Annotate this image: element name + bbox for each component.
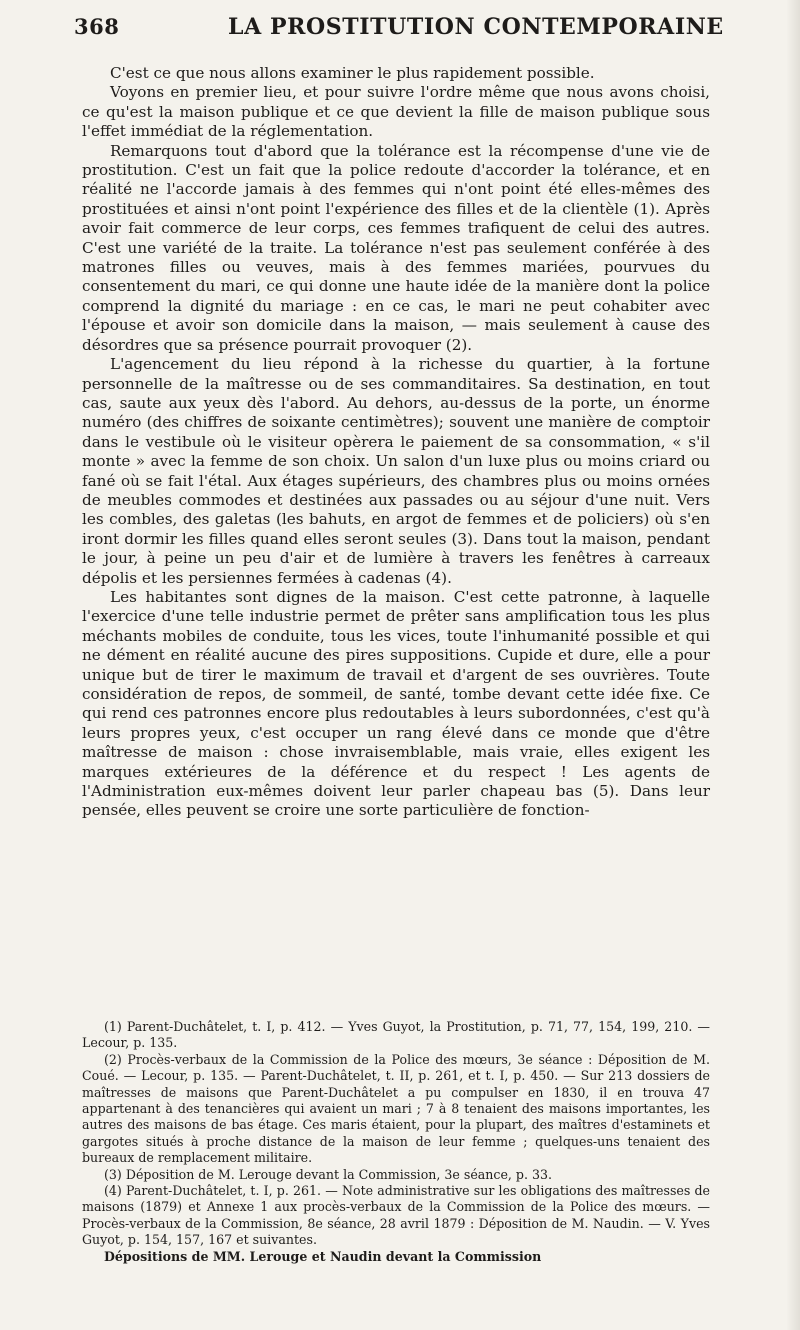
page-edge-shadow [786,0,800,1330]
running-title: LA PROSTITUTION CONTEMPORAINE [228,14,724,40]
paragraph: L'agencement du lieu répond à la richesse du quartier, à la fortune personnelle de la maîtresse ou de ses commanditaires. Sa destination, en tout cas, saute aux yeux dès l'abord. Au dehors, au-dessus de la porte, un énorme numéro (des chiffres de soixante centimètres); souvent une manière de comptoir dans le vestibule où le visiteur opèrera le paiement de sa consommation, « s'il monte » avec la femme de son choix. Un salon d'un luxe plus ou moins criard ou fané où se fait l'étal. Aux étages supérieurs, des chambres plus ou moins ornées de meubles commodes et destinées aux passades ou au séjour d'une nuit. Vers les combles, des galetas (les bahuts, en argot de femmes et de policiers) où s'en iront dormir les filles quand elles seront seules (3). Dans tout la maison, pendant le jour, à peine un peu d'air et de lumière à travers les fenêtres à carreaux dépolis et les persiennes fermées à cadenas (4). [82,355,710,587]
paragraph: Remarquons tout d'abord que la tolérance est la récompense d'une vie de prostitution. C'est un fait que la police redoute d'accorder la tolérance, et en réalité ne l'accorde jamais à des femmes qui n'ont point été elles-mêmes des prostituées et ainsi n'ont point l'expérience des filles et de la clientèle (1). Après avoir fait commerce de leur corps, ces femmes trafiquent de celui des autres. C'est une variété de la traite. La tolérance n'est pas seulement conférée à des matrones filles ou veuves, mais à des femmes mariées, pourvues du consentement du mari, ce qui donne une haute idée de la manière dont la police comprend la dignité du mariage : en ce cas, le mari ne peut cohabiter avec l'épouse et avoir son domicile dans la maison, — mais seulement à cause des désordres que sa présence pourrait provoquer (2). [82,141,710,354]
paragraph: Voyons en premier lieu, et pour suivre l'ordre même que nous avons choisi, ce qu'est la maison publique et ce que devient la fille de maison publique sous l'effet immédiat de la réglementation. [82,83,710,141]
body-text [82,64,710,821]
footnote: (3) Déposition de M. Lerouge devant la Commission, 3e séance, p. 33. [104,1166,553,1182]
paragraph: Les habitantes sont dignes de la maison. C'est cette patronne, à laquelle l'exercice d'une telle industrie permet de prêter sans amplification tous les plus méchants mobiles de conduite, tous les vices, toute l'inhumanité possible et qui ne dément en réalité aucune des pires suppositions. Cupide et dure, elle a pour unique but de tirer le maximum de travail et d'argent de ses ouvrières. Toute considération de repos, de sommeil, de santé, tombe devant cette idée fixe. Ce qui rend ces patronnes encore plus redoutables à leurs subordonnées, c'est qu'à leurs propres yeux, c'est occuper un rang élevé dans ce monde que d'être maîtresse de maison : chose invraisemblable, mais vraie, elles exigent les marques extérieures de la déférence et du respect ! Les agents de l'Administration eux-mêmes doivent leur parler chapeau bas (5). Dans leur pensée, elles peuvent se croire une sorte particulière de fonction- [82,587,710,820]
footnote: (2) Procès-verbaux de la Commission de la Police des mœurs, 3e séance : Déposition de M. Coué. — Lecour, p. 135. — Parent-Duchâtelet, t. II, p. 261, et t. I, p. 450. — Sur 213 dossiers de maîtresses de maisons que Parent-Duchâtelet a pu compulser en 1830, il en trouva 47 appartenant à des tenancières qui avaient un mari ; 7 à 8 tenaient des maisons importantes, les autres des maisons de bas étage. Ces maris étaient, pour la plupart, des maîtres d'estaminets et gargotes situés à proche distance de la maison de leur femme ; quelques-uns tenaient des bureaux de remplacement militaire. [82,1051,710,1166]
footnote: (1) Parent-Duchâtelet, t. I, p. 412. — Yves Guyot, la Prostitution, p. 71, 77, 154, 199, 210. — Lecour, p. 135. [82,1019,710,1051]
page-number: 368 [74,14,120,39]
page-header [0,6,800,56]
footnote-closing-line: Dépositions de MM. Lerouge et Naudin devant la Commission [104,1248,542,1264]
footnotes [82,1019,710,1265]
footnote: (4) Parent-Duchâtelet, t. I, p. 261. — Note administrative sur les obligations des maîtresses de maisons (1879) et Annexe 1 aux procès-verbaux de la Commission de la Police des mœurs. — Procès-verbaux de la Commission, 8e séance, 28 avril 1879 : Déposition de M. Naudin. — V. Yves Guyot, p. 154, 157, 167 et suivantes. [82,1183,710,1248]
paragraph: C'est ce que nous allons examiner le plus rapidement possible. [110,64,595,82]
